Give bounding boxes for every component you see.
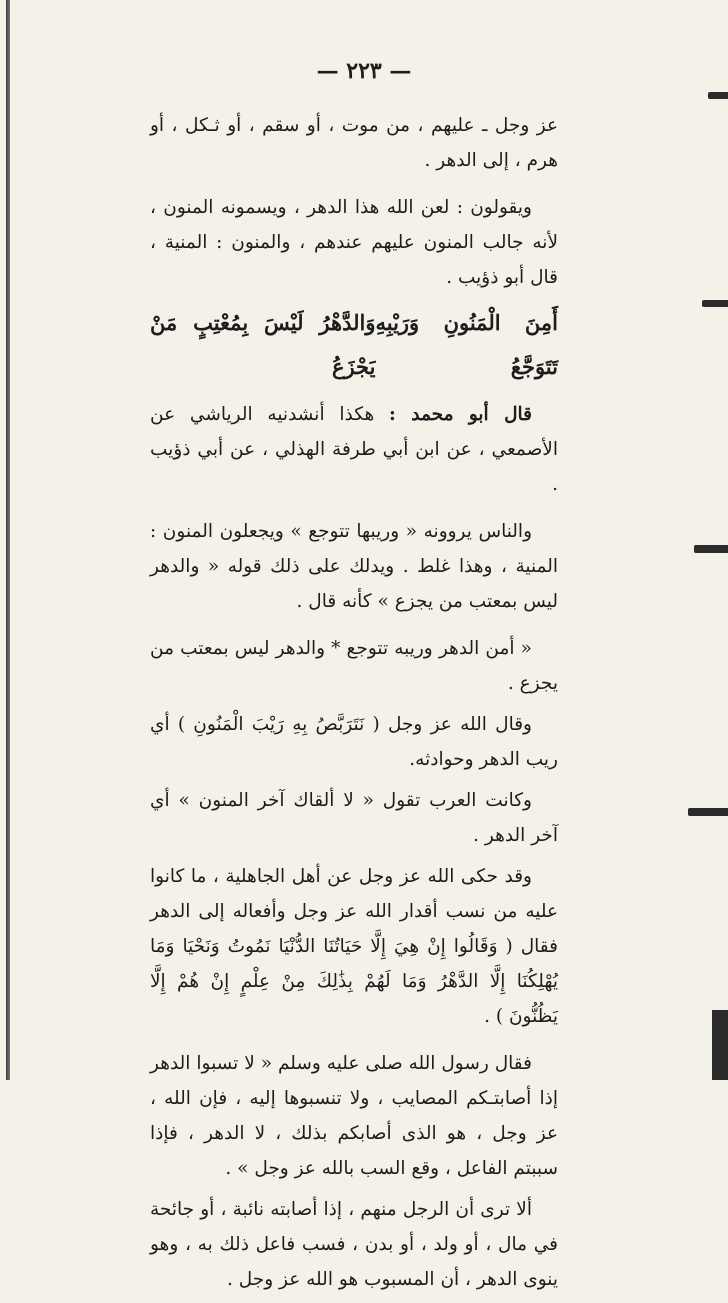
paragraph: والناس يروونه « وريبها تتوجع » ويجعلون المنون : المنية ، وهذا غلط . ويدلك على ذلك قوله « والدهر ليس بمعتب من يجزع » كأنه قال . bbox=[150, 521, 558, 612]
paragraph: وقد حكى الله عز وجل عن أهل الجاهلية ، ما كانوا عليه من نسب أقدار الله عز وجل وأفعاله إلى الدهر فقال ( وَقَالُوا إِنْ هِيَ إِلَّا حَيَاتُنَا الدُّنْيَا نَمُوتُ وَنَحْيَا وَمَا يُهْلِكُنَا إِلَّا الدَّهْرُ وَمَا لَهُمْ بِذَٰلِكَ مِنْ عِلْمٍ إِنْ هُمْ إِلَّا يَظُنُّونَ ) . bbox=[150, 866, 558, 1027]
verse-hemistich-first: أَمِنَ الْمَنُونِ وَرَيْبِهِ تَتَوَجَّعُ bbox=[375, 310, 558, 379]
paragraph: وقال الله عز وجل ( نَتَرَبَّصُ بِهِ رَيْبَ الْمَنُونِ ) أي ريب الدهر وحوادثه. bbox=[150, 714, 558, 770]
paragraph-abu-muhammad bbox=[150, 397, 558, 502]
edge-mark bbox=[688, 808, 728, 816]
paragraph: عز وجل ـ عليهم ، من موت ، أو سقم ، أو ثـكل ، أو هرم ، إلى الدهر . bbox=[150, 115, 558, 171]
paragraph: ويقولون : لعن الله هذا الدهر ، ويسمونه المنون ، لأنه جالب المنون عليهم عندهم ، والمنون : المنية ، قال أبو ذؤيب . bbox=[150, 197, 558, 288]
speaker-text: هكذا أنشدنيه الرياشي عن الأصمعي ، عن ابن أبي طرفة الهذلي ، عن أبي ذؤيب . bbox=[150, 404, 558, 495]
page-number: — ٢٢٣ — bbox=[316, 58, 412, 84]
poem-verse bbox=[150, 301, 558, 389]
edge-mark bbox=[702, 300, 728, 307]
speaker-label: قال أبو محمد : bbox=[389, 404, 532, 425]
paragraph: وكانت العرب تقول « لا ألقاك آخر المنون » أي آخر الدهر . bbox=[150, 790, 558, 846]
edge-mark bbox=[712, 1010, 728, 1080]
page-body bbox=[150, 108, 558, 1303]
edge-mark bbox=[694, 545, 728, 553]
paragraph-quote: « أمن الدهر وريبه تتوجع * والدهر ليس بمعتب من يجزع . bbox=[150, 638, 558, 694]
page-binding-edge bbox=[6, 0, 10, 1080]
paragraph: فقال رسول الله صلى عليه وسلم « لا تسبوا الدهر إذا أصابتـكم المصايب ، ولا تنسبوها إليه ، فإن الله ، عز وجل ، هو الذى أصابكم بذلك ، لا الدهر ، فإذا سببتم الفاعل ، وقع السب بالله عز وجل » . bbox=[150, 1053, 558, 1179]
verse-hemistich-second: وَالدَّهْرُ لَيْسَ بِمُعْتِبٍ مَنْ يَجْزَعُ bbox=[150, 310, 376, 379]
paragraph: ألا ترى أن الرجل منهم ، إذا أصابته نائبة ، أو جائحة في مال ، أو ولد ، أو بدن ، فسب فاعل ذلك به ، وهو ينوى الدهر ، أن المسبوب هو الله عز وجل . bbox=[150, 1199, 558, 1290]
edge-mark bbox=[708, 92, 728, 99]
